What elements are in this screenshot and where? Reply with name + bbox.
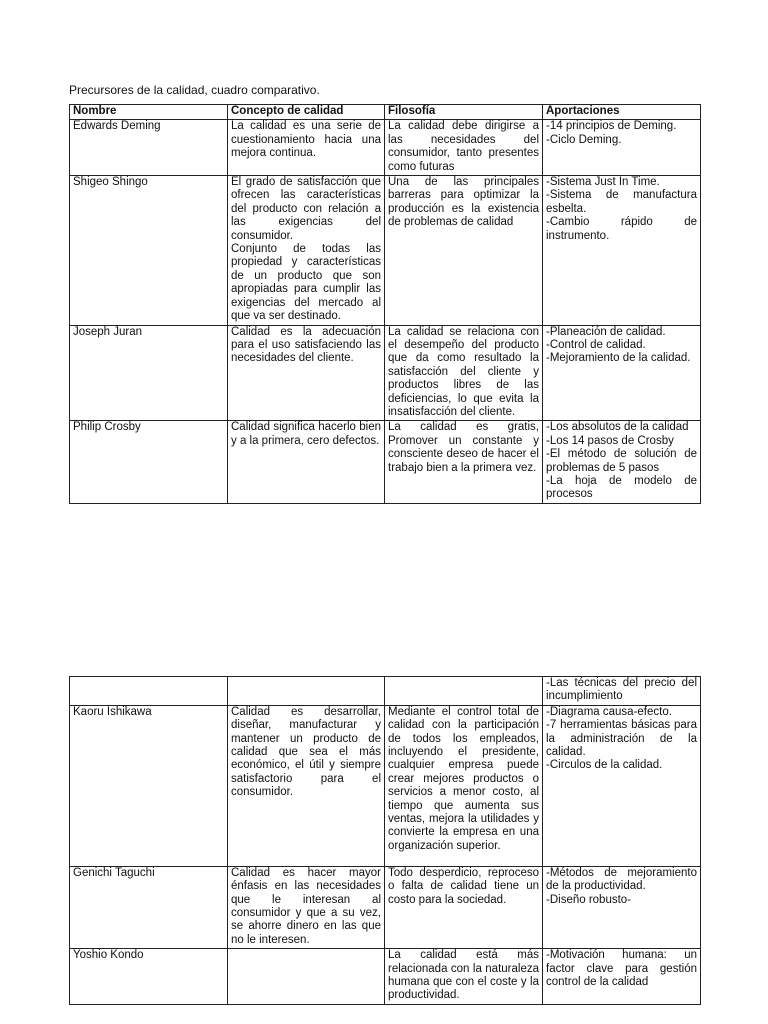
comparison-table-part-2 <box>69 676 701 1005</box>
document-title: Precursores de la calidad, cuadro comparativo. <box>69 83 320 97</box>
table-header-row <box>70 105 701 120</box>
contributions-cell: -Las técnicas del precio del incumplimiento <box>543 677 701 706</box>
table-row <box>70 176 701 325</box>
concept-cell <box>228 677 385 706</box>
table-row <box>70 705 701 866</box>
contributions-cell: -14 principios de Deming. -Ciclo Deming. <box>543 120 701 176</box>
table-row <box>70 421 701 503</box>
header-aportaciones: Aportaciones <box>543 105 701 120</box>
comparison-table-part-1 <box>69 104 701 504</box>
table-row <box>70 866 701 948</box>
name-cell: Joseph Juran <box>70 325 228 421</box>
table-row <box>70 325 701 421</box>
name-cell <box>70 677 228 706</box>
header-concepto: Concepto de calidad <box>228 105 385 120</box>
philosophy-cell: La calidad está más relacionada con la naturaleza humana que con el coste y la productividad. <box>385 949 543 1005</box>
concept-cell: Calidad es desarrollar, diseñar, manufacturar y mantener un producto de calidad que sea el más económico, el útil y siempre satisfactorio para el consumidor. <box>228 705 385 866</box>
table-row <box>70 949 701 1005</box>
concept-cell: La calidad es una serie de cuestionamiento hacia una mejora continua. <box>228 120 385 176</box>
concept-cell: Calidad es hacer mayor énfasis en las necesidades que le interesan al consumidor y que a su vez, se ahorre dinero en las que no le interesen. <box>228 866 385 948</box>
table-row <box>70 677 701 706</box>
header-nombre: Nombre <box>70 105 228 120</box>
contributions-cell: -Los absolutos de la calidad -Los 14 pasos de Crosby -El método de solución de problemas de 5 pasos -La hoja de modelo de procesos <box>543 421 701 503</box>
name-cell: Kaoru Ishikawa <box>70 705 228 866</box>
concept-cell: Calidad es la adecuación para el uso satisfaciendo las necesidades del cliente. <box>228 325 385 421</box>
philosophy-cell <box>385 677 543 706</box>
philosophy-cell: Todo desperdicio, reproceso o falta de calidad tiene un costo para la sociedad. <box>385 866 543 948</box>
contributions-cell: -Diagrama causa-efecto. -7 herramientas básicas para la administración de la calidad. -Circulos de la calidad. <box>543 705 701 866</box>
name-cell: Genichi Taguchi <box>70 866 228 948</box>
philosophy-cell: Mediante el control total de calidad con la participación de todos los empleados, incluyendo el presidente, cualquier empresa puede crear mejores productos o servicios a menor costo, al tiempo que aumenta sus ventas, mejora la utilidades y convierte la empresa en una organización superior. <box>385 705 543 866</box>
name-cell: Shigeo Shingo <box>70 176 228 325</box>
philosophy-cell: La calidad se relaciona con el desempeño del producto que da como resultado la satisfacción del cliente y productos libres de las deficiencias, lo que evita la insatisfacción del cliente. <box>385 325 543 421</box>
contributions-cell: -Motivación humana: un factor clave para gestión control de la calidad <box>543 949 701 1005</box>
concept-cell <box>228 949 385 1005</box>
concept-cell: El grado de satisfacción que ofrecen las características del producto con relación a las exigencias del consumidor. Conjunto de todas las propiedad y características de un producto que son apropiadas para cumplir las exigencias del mercado al que va ser destinado. <box>228 176 385 325</box>
philosophy-cell: Una de las principales barreras para optimizar la producción es la existencia de problemas de calidad <box>385 176 543 325</box>
philosophy-cell: La calidad debe dirigirse a las necesidades del consumidor, tanto presentes como futuras <box>385 120 543 176</box>
name-cell: Edwards Deming <box>70 120 228 176</box>
table-row <box>70 120 701 176</box>
header-filosofia: Filosofía <box>385 105 543 120</box>
contributions-cell: -Sistema Just In Time. -Sistema de manufactura esbelta. -Cambio rápido de instrumento. <box>543 176 701 325</box>
contributions-cell: -Métodos de mejoramiento de la productividad. -Diseño robusto- <box>543 866 701 948</box>
philosophy-cell: La calidad es gratis, Promover un constante y consciente deseo de hacer el trabajo bien a la primera vez. <box>385 421 543 503</box>
concept-cell: Calidad significa hacerlo bien y a la primera, cero defectos. <box>228 421 385 503</box>
name-cell: Yoshio Kondo <box>70 949 228 1005</box>
contributions-cell: -Planeación de calidad. -Control de calidad. -Mejoramiento de la calidad. <box>543 325 701 421</box>
name-cell: Philip Crosby <box>70 421 228 503</box>
